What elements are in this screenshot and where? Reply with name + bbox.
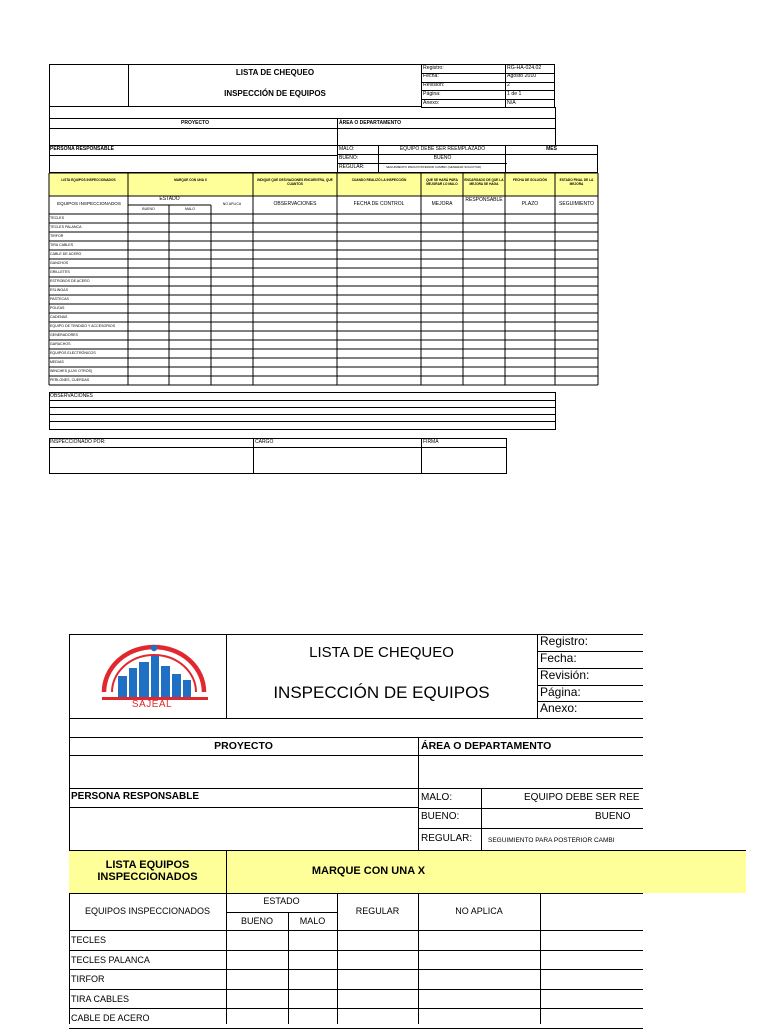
col-no-aplica: NO APLICA (222, 202, 242, 206)
col-responsable: RESPONSABLE (465, 197, 503, 203)
regular-label: REGULAR: (339, 164, 365, 170)
meta-label: Página: (423, 90, 441, 97)
zoom-meta-label: Anexo: (540, 701, 578, 715)
zoom-row-line (69, 1008, 643, 1009)
mes-label: MES (546, 146, 557, 152)
zoom-lista-equipos: LISTA EQUIPOS INSPECCIONADOS (97, 859, 198, 883)
meta-value: N/A (507, 99, 516, 106)
logo-text: SAJEAL (131, 699, 173, 710)
zoom-proyecto: PROYECTO (214, 740, 273, 752)
cargo-label: CARGO (255, 439, 274, 445)
yellow-header-cell: FECHA DE SOLUCIÓN (513, 178, 547, 182)
zoom-marque: MARQUE CON UNA X (311, 865, 426, 877)
equipment-row-label: TIRA CABLES (50, 242, 74, 247)
zoom-row-line (69, 1028, 643, 1029)
inspeccionado-por-label: INSPECCIONADO POR: (50, 439, 106, 445)
yellow-header-cell: MARQUE CON UNA X (174, 178, 207, 182)
zoom-col-bueno: BUENO (240, 916, 273, 926)
meta-label: Revisión: (423, 82, 445, 89)
zoom-equipment-row-label: TECLES (71, 935, 107, 945)
firma-label: FIRMA (423, 439, 439, 445)
zoom-row-line (69, 989, 643, 990)
zoom-col-estado: ESTADO (263, 896, 300, 906)
col-fecha-control: FECHA DE CONTROL (353, 201, 405, 207)
equipment-row-label: CADENAS (50, 314, 68, 319)
equipment-row-label: GARACHOS (50, 341, 71, 346)
zoom-col-no-aplica: NO APLICA (455, 906, 503, 916)
zoom-meta-label: Fecha: (540, 651, 577, 665)
meta-value: RG-HA-024.02 (507, 64, 542, 71)
equipment-row-label: EQUIPOS ELECTRÓNICOS (50, 350, 96, 355)
zoom-malo: MALO: (421, 792, 453, 803)
zoom-area: ÁREA O DEPARTAMENTO (421, 740, 552, 752)
zoom-regular-desc: SEGUIMIENTO PARA POSTERIOR CAMBI (488, 837, 615, 844)
col-malo: MALO (185, 207, 195, 211)
equipment-row-label: GENERADORES (50, 332, 78, 337)
col-estado: ESTADO (159, 196, 180, 202)
form-title-2: INSPECCIÓN DE EQUIPOS (224, 89, 326, 98)
meta-label: Registro: (423, 64, 444, 71)
equipment-row-label: GANCHOS (50, 260, 69, 265)
observaciones-footer-label: OBSERVACIONES (50, 393, 93, 399)
bueno-label: BUENO: (339, 155, 359, 161)
yellow-header-cell: QUE SE HARÁ PARA MEJORAR LO MALO (426, 178, 458, 186)
form-title-1: LISTA DE CHEQUEO (235, 68, 315, 77)
yellow-header-cell: INDIQUE QUE DESVIACIONES ENCUENTRA, QUE CUANTOS (257, 178, 333, 186)
equipment-row-label: TIRFOR (50, 233, 64, 238)
equipment-row-label: ESTROBOS DE ACERO (50, 278, 90, 283)
zoom-bueno-desc: BUENO (595, 811, 631, 822)
malo-label: MALO: (339, 146, 355, 152)
zoom-equipment-row-label: TIRA CABLES (71, 993, 130, 1004)
area-label: ÁREA O DEPARTAMENTO (339, 120, 402, 126)
zoom-equipment-row-label: CABLE DE ACERO (71, 1013, 150, 1023)
equipment-row-label: MEDIAS (50, 359, 64, 364)
equipment-row-label: PASTECAS (50, 296, 69, 301)
equipment-row-label: ESLINGAS (50, 287, 68, 292)
meta-label: Fecha: (423, 73, 439, 80)
zoom-meta-label: Revisión: (540, 668, 590, 682)
zoom-title-1: LISTA DE CHEQUEO (309, 644, 454, 661)
bueno-desc: BUENO (433, 155, 452, 161)
observaciones-box (49, 392, 556, 430)
equipment-row-label: TECLES (50, 215, 64, 220)
equipment-row-label: EQUIPO DE TENDIDO Y ACCESORIOS (50, 323, 116, 328)
yellow-header-cell: CUANDO REALIZÓ LA INSPECCIÓN (351, 178, 407, 182)
zoom-regular: REGULAR: (421, 833, 473, 844)
zoom-equipment-row-label: TIRFOR (71, 974, 105, 984)
yellow-header-cell: ESTADO FINAL DE LA MEJORA (559, 178, 594, 186)
zoom-row-line (69, 950, 643, 951)
zoom-bueno: BUENO: (421, 811, 460, 822)
yellow-header-cell: LISTA EQUIPOS INSPECCIONADOS (61, 178, 116, 182)
meta-value: Agosto 2010 (507, 73, 537, 80)
col-mejora: MEJORA (431, 201, 453, 207)
zoom-meta-label: Registro: (540, 634, 589, 648)
col-observaciones: OBSERVACIONES (273, 201, 317, 207)
col-plazo: PLAZO (521, 201, 539, 207)
yellow-header-cell: ENCARGADO DE QUE LA MEJORA SE HAGA (464, 178, 504, 186)
meta-value: 1 de 1 (507, 90, 522, 97)
zoom-meta-label: Página: (540, 685, 581, 699)
equipment-row-label: PERLONES, CUERDAS (50, 377, 90, 382)
equipment-row-label: WINCHES (LUV/ OTROS) (50, 368, 93, 373)
col-bueno: BUENO (142, 207, 155, 211)
equipment-row-label: TECLES PALANCA (50, 224, 82, 229)
meta-label: Anexo: (423, 99, 440, 106)
regular-desc: SEGUIMIENTO PARA POSTERIOR CAMBIO (GENERAR SOLICITUD) (386, 165, 482, 169)
equipment-row-label: POLEAS (50, 305, 65, 310)
equipment-row-label: GRILLETES (50, 269, 70, 274)
zoom-title-2: INSPECCIÓN DE EQUIPOS (273, 683, 490, 702)
proyecto-label: PROYECTO (181, 120, 209, 126)
col-equipos-inspeccionados: EQUIPOS INSPECCIONADOS (57, 201, 121, 206)
zoom-row-line (69, 969, 643, 970)
meta-value: 2 (507, 82, 510, 89)
zoom-malo-desc: EQUIPO DEBE SER REE (524, 792, 640, 803)
zoom-equipment-row-label: TECLES PALANCA (71, 954, 150, 965)
zoom-col-malo: MALO (299, 916, 326, 926)
col-seguimiento: SEGUIMIENTO (559, 201, 594, 207)
persona-responsable-label: PERSONA RESPONSABLE (50, 146, 114, 152)
equipment-row-label: CABLE DE ACERO (50, 251, 82, 256)
zoom-col-equipos: EQUIPOS INSPECCIONADOS (84, 906, 211, 916)
zoom-persona: PERSONA RESPONSABLE (71, 791, 199, 802)
zoom-col-regular: REGULAR (355, 906, 400, 916)
malo-desc: EQUIPO DEBE SER REEMPLAZADO (399, 146, 486, 152)
